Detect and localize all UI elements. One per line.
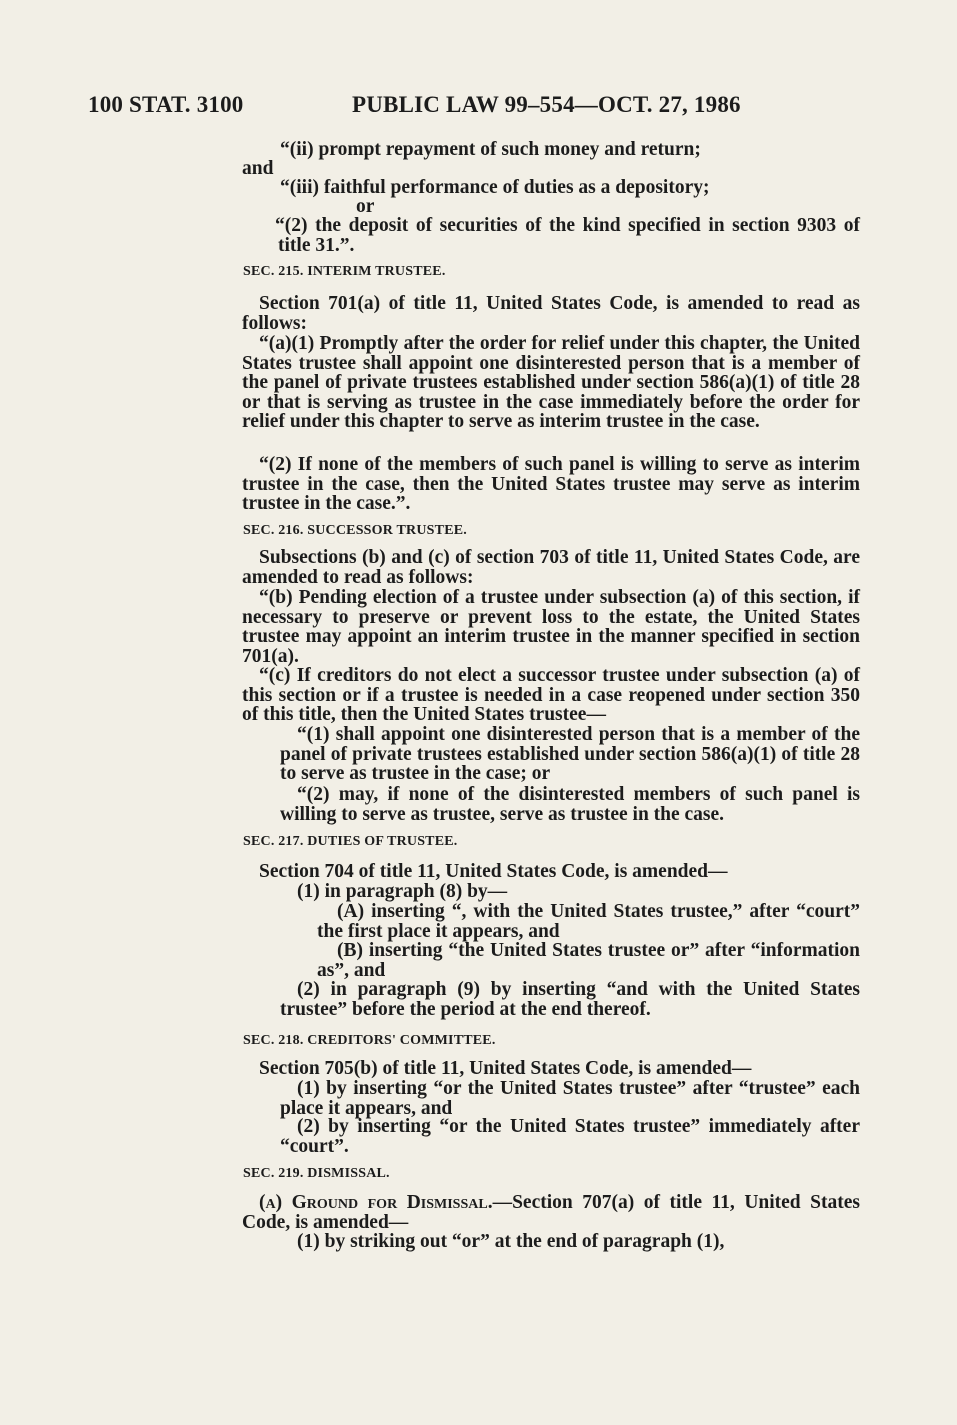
section-217-intro: Section 704 of title 11, United States Code, is amended— xyxy=(259,861,728,882)
section-216-clause-c2: “(2) may, if none of the disinterested members of such panel is willing to serve as trustee, serve as trustee in the case. xyxy=(280,784,860,825)
section-219-subsection-a xyxy=(242,1193,860,1232)
section-216-clause-c1: “(1) shall appoint one disinterested person that is a member of the panel of private trustees established under section 586(a)(1) of title 28 to serve as trustee in the case; or xyxy=(280,724,860,784)
conjunction-or: or xyxy=(356,196,375,217)
section-219-paragraph-1: (1) by striking out “or” at the end of paragraph (1), xyxy=(297,1231,725,1252)
section-215-heading: SEC. 215. INTERIM TRUSTEE. xyxy=(243,264,446,279)
section-217-paragraph-1: (1) in paragraph (8) by— xyxy=(297,881,508,902)
section-216-heading: SEC. 216. SUCCESSOR TRUSTEE. xyxy=(243,523,467,538)
section-219-subsection-a-text: —Section 707(a) of title 11, United States Code, is amended— xyxy=(242,1192,860,1233)
section-218-paragraph-1: (1) by inserting “or the United States trustee” after “trustee” each place it appears, and xyxy=(280,1078,860,1119)
law-citation: PUBLIC LAW 99–554—OCT. 27, 1986 xyxy=(352,92,741,117)
section-217-subparagraph-B: (B) inserting “the United States trustee or” after “information as”, and xyxy=(317,940,860,981)
section-218-heading: SEC. 218. CREDITORS' COMMITTEE. xyxy=(243,1033,496,1048)
section-215-intro: Section 701(a) of title 11, United States Code, is amended to read as follows: xyxy=(242,293,860,334)
section-215-subsection-a1: “(a)(1) Promptly after the order for relief under this chapter, the United States trustee shall appoint one disinterested person that is a member of the panel of private trustees established under section 586(a)(1) of title 28 or that is serving as trustee in the case immediately before the order for relief under this chapter to serve as interim trustee in the case. xyxy=(242,333,860,432)
section-216-subsection-b: “(b) Pending election of a trustee under subsection (a) of this section, if necessary to preserve or prevent loss to the estate, the United States trustee may appoint an interim trustee in the manner specified in section 701(a). xyxy=(242,587,860,667)
section-218-paragraph-2: (2) by inserting “or the United States trustee” immediately after “court”. xyxy=(280,1116,860,1157)
section-217-heading: SEC. 217. DUTIES OF TRUSTEE. xyxy=(243,834,458,849)
conjunction-and: and xyxy=(242,158,274,179)
section-217-subparagraph-A: (A) inserting “, with the United States trustee,” after “court” the first place it appears, and xyxy=(317,901,860,942)
section-215-subsection-a2: “(2) If none of the members of such panel is willing to serve as interim trustee in the case, then the United States trustee may serve as interim trustee in the case.”. xyxy=(242,454,860,514)
section-216-subsection-c: “(c) If creditors do not elect a successor trustee under subsection (a) of this section or if a trustee is needed in a case reopened under section 350 of this title, then the United States trustee— xyxy=(242,665,860,725)
paragraph-2: “(2) the deposit of securities of the kind specified in section 9303 of title 31.”. xyxy=(275,215,860,256)
section-218-intro: Section 705(b) of title 11, United States Code, is amended— xyxy=(259,1058,752,1079)
stat-page-number: 100 STAT. 3100 xyxy=(88,92,244,117)
section-219-caption: (a) Ground for Dismissal. xyxy=(259,1192,493,1213)
clause-ii: “(ii) prompt repayment of such money and return; xyxy=(280,139,701,160)
clause-iii: “(iii) faithful performance of duties as a depository; xyxy=(280,177,710,198)
section-216-intro: Subsections (b) and (c) of section 703 of title 11, United States Code, are amended to read as follows: xyxy=(242,547,860,588)
section-219-heading: SEC. 219. DISMISSAL. xyxy=(243,1166,390,1181)
section-217-paragraph-2: (2) in paragraph (9) by inserting “and with the United States trustee” before the period at the end thereof. xyxy=(280,979,860,1020)
